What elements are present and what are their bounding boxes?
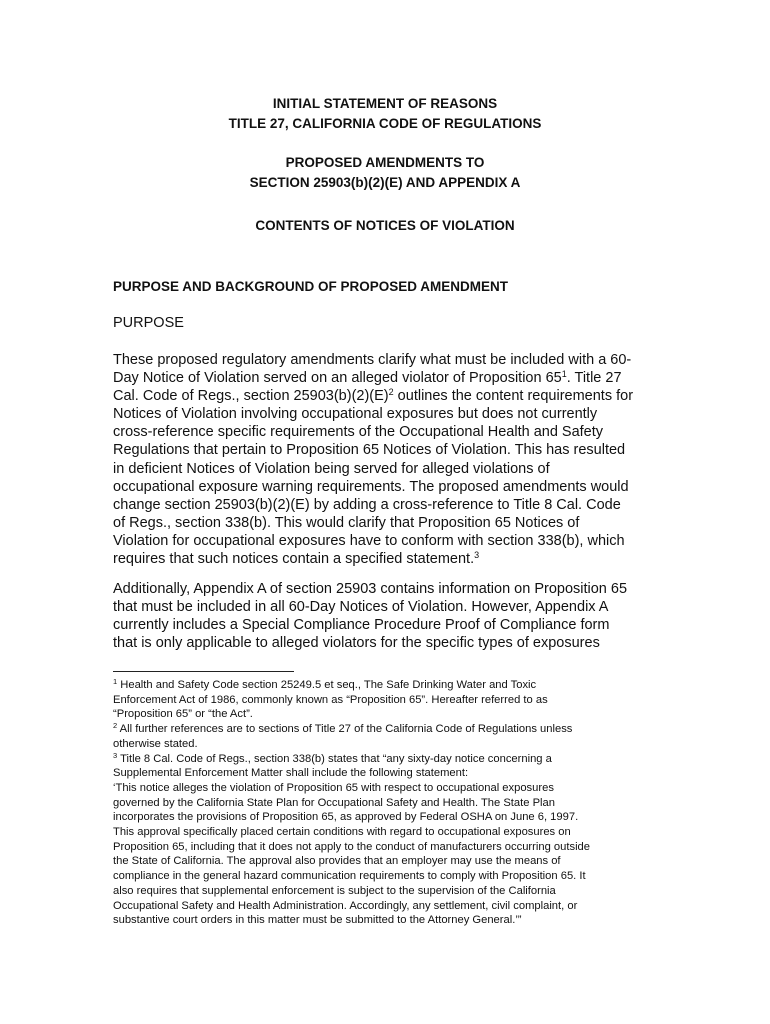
footnote-line: Occupational Safety and Health Administration. Accordingly, any settlement, civil complaint, or: [113, 899, 578, 912]
paragraph-line: that must be included in all 60-Day Notices of Violation. However, Appendix A: [113, 599, 609, 616]
footnote-line: “Proposition 65” or “the Act”.: [113, 708, 253, 721]
paragraph-line: Cal. Code of Regs., section $25903(b)(2)(E)^2$ outlines the content requirements for: [113, 387, 634, 405]
paragraph-line: that is only applicable to alleged violators for the specific types of exposures: [113, 635, 600, 652]
footnote-ref-1[interactable]: 1: [561, 369, 567, 380]
footnote-2: $^2$ All further references are to sections of Title 27 of the California Code of Regulations unless: [113, 721, 573, 736]
amendment-line-1: PROPOSED AMENDMENTS TO: [285, 155, 485, 170]
footnotes: [113, 678, 673, 928]
paragraph-line: Regulations that pertain to Proposition 65 Notices of Violation. This has resulted: [113, 442, 626, 459]
document-title: [0, 94, 770, 134]
paragraph-line: Additionally, Appendix A of section 25903 contains information on Proposition 65: [113, 581, 628, 597]
footnote-line: incorporates the provisions of Proposition 65, as approved by Federal OSHA on June 6, 1997.: [113, 811, 579, 824]
footnote-line: the State of California. The approval also provides that an employer may use the means of: [113, 855, 561, 868]
title-line-1: INITIAL STATEMENT OF REASONS: [272, 96, 498, 111]
footnote-line: Proposition 65, including that it does not apply to the conduct of manufacturers occurring outside: [113, 840, 590, 853]
contents-heading: [0, 216, 770, 236]
footnote-3: $^3$ Title 8 Cal. Code of Regs., section 338(b) states that “any sixty-day notice concerning a: [113, 750, 552, 765]
paragraph-line: Day Notice of Violation served on an alleged violator of Proposition $65^1$. Title 27: [113, 369, 622, 387]
paragraph-line: cross-reference specific requirements of the Occupational Health and Safety: [113, 424, 604, 441]
contents-line: CONTENTS OF NOTICES OF VIOLATION: [255, 218, 515, 233]
paragraph-line: requires that such notices contain a specified statement.$^3$: [113, 550, 480, 568]
footnote-line: also requires that supplemental enforcement is subject to the supervision of the California: [113, 884, 556, 897]
appendix-paragraph: [113, 580, 658, 652]
footnote-line: Enforcement Act of 1986, commonly known as “Proposition 65”. Hereafter referred to as: [113, 693, 548, 706]
paragraph-line: of Regs., section 338(b). This would clarify that Proposition 65 Notices of: [113, 514, 580, 531]
purpose-paragraph: [113, 351, 658, 568]
paragraph-line: currently includes a Special Compliance Procedure Proof of Compliance form: [113, 617, 610, 634]
paragraph-line: in deficient Notices of Violation being served for alleged violations of: [113, 460, 550, 477]
footnote-ref-2[interactable]: 2: [388, 387, 394, 398]
footnote-line: substantive court orders in this matter must be submitted to the Attorney General.’”: [113, 914, 522, 927]
footnote-line: This approval specifically placed certain conditions with regard to occupational exposures on: [113, 826, 571, 839]
amendment-line-2: SECTION 25903(b)(2)(E) AND APPENDIX A: [249, 175, 521, 190]
footnote-line: Supplemental Enforcement Matter shall include the following statement:: [113, 767, 469, 780]
footnote-1: $^1$ Health and Safety Code section 25249.5 et seq., The Safe Drinking Water and Toxic: [113, 677, 537, 691]
footnote-line: otherwise stated.: [113, 737, 198, 750]
paragraph-line: change section 25903(b)(2)(E) by adding a cross-reference to Title 8 Cal. Code: [113, 496, 621, 513]
footnote-line: ‘This notice alleges the violation of Proposition 65 with respect to occupational exposures: [113, 781, 554, 794]
purpose-subheading: PURPOSE: [113, 315, 184, 331]
section-heading: PURPOSE AND BACKGROUND OF PROPOSED AMENDMENT: [113, 279, 509, 294]
paragraph-line: occupational exposure warning requirements. The proposed amendments would: [113, 478, 629, 495]
footnote-ref-3[interactable]: 3: [474, 550, 480, 561]
footnote-line: compliance in the general hazard communication requirements to comply with Proposition 65. It: [113, 870, 586, 883]
footnote-separator: [113, 671, 294, 672]
paragraph-line: Notices of Violation involving occupational exposures but does not currently: [113, 406, 598, 423]
amendment-heading: [0, 153, 770, 193]
footnote-line: governed by the California State Plan for Occupational Safety and Health. The State Plan: [113, 796, 555, 809]
title-line-2: TITLE 27, CALIFORNIA CODE OF REGULATIONS: [228, 116, 542, 131]
paragraph-line: Violation for occupational exposures have to conform with section 338(b), which: [113, 532, 625, 549]
paragraph-line: These proposed regulatory amendments clarify what must be included with a 60-: [113, 352, 632, 368]
